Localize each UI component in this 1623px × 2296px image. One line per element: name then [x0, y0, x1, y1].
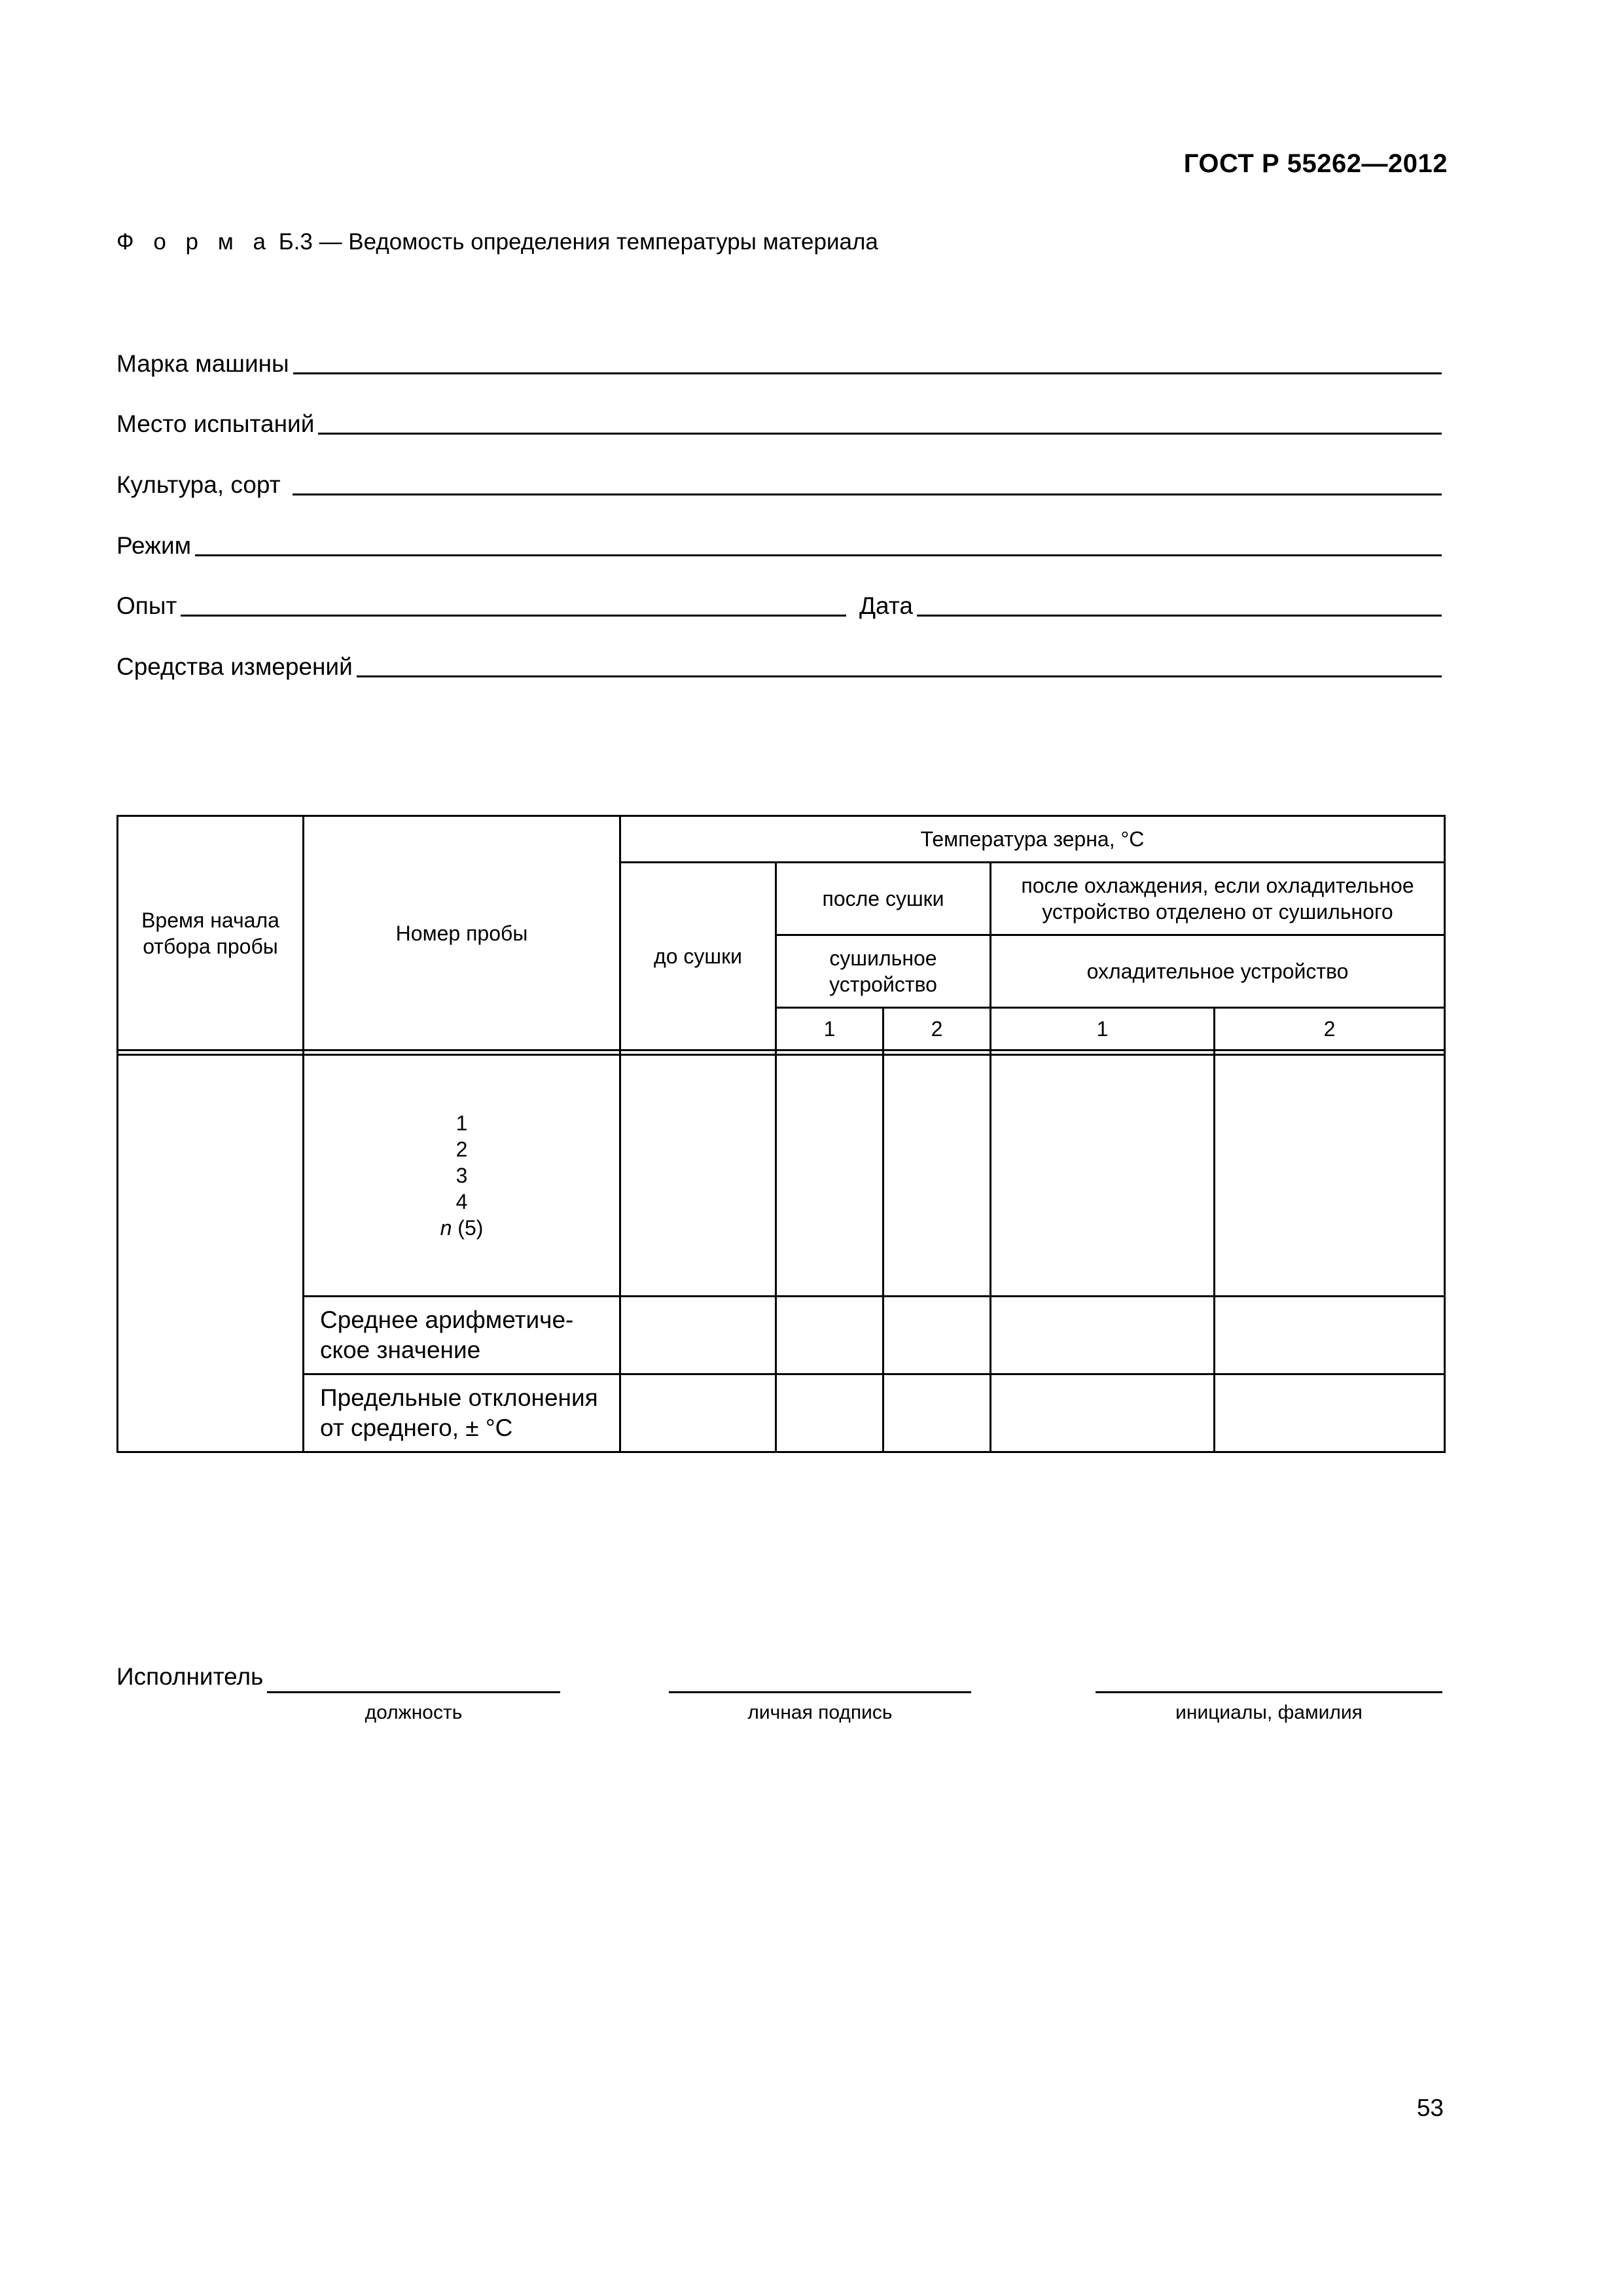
header-cooling-device-2: 2	[1215, 1008, 1445, 1050]
field-line-crop-variety[interactable]	[293, 493, 1442, 495]
separator-cell	[883, 1050, 991, 1055]
sample-number-1: 1	[455, 1111, 468, 1135]
header-drying-device-1: 1	[776, 1008, 883, 1050]
row-label-deviation: Предельные отклонения от среднего, ± °С	[304, 1374, 620, 1452]
cell-dev-cooling-2[interactable]	[1215, 1374, 1445, 1452]
header-cooling-device: охладительное устройство	[991, 935, 1445, 1008]
separator-cell	[776, 1050, 883, 1055]
temperature-table	[116, 815, 1446, 1453]
sample-number-4: 4	[455, 1190, 468, 1213]
cell-sampling-time[interactable]	[118, 1055, 304, 1452]
separator-cell	[991, 1050, 1215, 1055]
executor-label: Исполнитель	[116, 1663, 264, 1690]
signature-line[interactable]	[669, 1691, 971, 1693]
form-title	[116, 229, 878, 255]
cell-before-drying[interactable]	[620, 1055, 776, 1297]
cell-cooling-1[interactable]	[991, 1055, 1215, 1297]
field-label-mode: Режим	[116, 532, 192, 559]
separator-cell	[620, 1050, 776, 1055]
field-line-experiment[interactable]	[181, 615, 846, 617]
cell-dev-before-drying[interactable]	[620, 1374, 776, 1452]
field-line-mode[interactable]	[195, 554, 1442, 556]
sample-number-n-rest: (5)	[452, 1216, 484, 1240]
name-line[interactable]	[1096, 1691, 1442, 1693]
cell-mean-cooling-1[interactable]	[991, 1297, 1215, 1374]
cell-mean-before-drying[interactable]	[620, 1297, 776, 1374]
separator-cell	[1215, 1050, 1445, 1055]
header-cooling-device-1: 1	[991, 1008, 1215, 1050]
field-label-crop-variety: Культура, сорт	[116, 471, 281, 498]
name-caption: инициалы, фамилия	[1175, 1702, 1363, 1723]
form-title-text: Б.3 — Ведомость определения температуры материала	[272, 229, 878, 255]
sample-number-n-italic: n	[440, 1216, 452, 1240]
header-grain-temperature: Температура зерна, °С	[620, 816, 1445, 863]
cell-mean-drying-1[interactable]	[776, 1297, 883, 1374]
row-label-mean: Среднее арифметиче-ское значение	[304, 1297, 620, 1374]
field-machine-brand	[116, 346, 1442, 378]
field-label-machine-brand: Марка машины	[116, 350, 289, 377]
header-before-drying: до сушки	[620, 863, 776, 1050]
standard-code: ГОСТ Р 55262—2012	[1183, 149, 1448, 178]
field-label-test-place: Место испытаний	[116, 410, 315, 437]
cell-dev-drying-1[interactable]	[776, 1374, 883, 1452]
header-drying-device-2: 2	[883, 1008, 991, 1050]
sample-number-list	[304, 1055, 620, 1297]
field-line-measuring-means[interactable]	[357, 675, 1442, 677]
field-label-experiment: Опыт	[116, 592, 177, 619]
position-caption: должность	[365, 1702, 463, 1723]
separator-cell	[304, 1050, 620, 1055]
separator-cell	[118, 1050, 304, 1055]
field-line-date[interactable]	[917, 615, 1442, 617]
header-separator	[118, 1050, 1445, 1055]
cell-cooling-2[interactable]	[1215, 1055, 1445, 1297]
cell-mean-cooling-2[interactable]	[1215, 1297, 1445, 1374]
sample-number-2: 2	[455, 1138, 468, 1161]
cell-dev-cooling-1[interactable]	[991, 1374, 1215, 1452]
signature-caption: личная подпись	[747, 1702, 893, 1723]
sample-number-n	[304, 1215, 619, 1241]
field-test-place	[116, 406, 1442, 439]
field-crop-variety	[116, 467, 1442, 499]
field-label-date: Дата	[859, 592, 913, 619]
header-after-cooling: после охлаждения, если охладительное устройство отделено от сушильного	[991, 863, 1445, 935]
header-sample-number: Номер пробы	[304, 816, 620, 1050]
field-label-measuring-means: Средства измерений	[116, 653, 353, 680]
table-row	[118, 1374, 1445, 1452]
field-experiment-date	[116, 588, 1442, 620]
field-line-test-place[interactable]	[318, 433, 1442, 435]
cell-drying-2[interactable]	[883, 1055, 991, 1297]
cell-mean-drying-2[interactable]	[883, 1297, 991, 1374]
table-row	[118, 1055, 1445, 1297]
page-number: 53	[1416, 2094, 1444, 2121]
field-line-machine-brand[interactable]	[293, 372, 1442, 374]
table-row	[118, 1297, 1445, 1374]
field-measuring-means	[116, 649, 1442, 681]
cell-drying-1[interactable]	[776, 1055, 883, 1297]
signature-block	[116, 1662, 1445, 1741]
header-drying-device: сушильное устройство	[776, 935, 991, 1008]
header-after-drying: после сушки	[776, 863, 991, 935]
sample-number-3: 3	[455, 1164, 468, 1187]
form-title-prefix: Ф о р м а	[116, 229, 272, 255]
header-sampling-time: Время начала отбора пробы	[118, 816, 304, 1050]
cell-dev-drying-2[interactable]	[883, 1374, 991, 1452]
position-line[interactable]	[267, 1691, 560, 1693]
field-mode	[116, 528, 1442, 560]
